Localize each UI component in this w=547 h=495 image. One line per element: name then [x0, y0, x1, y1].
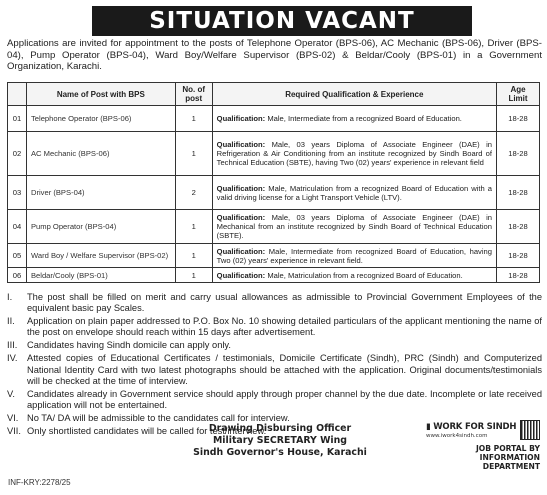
- item-number: I.: [7, 292, 13, 302]
- row-qualification: [212, 132, 496, 176]
- qualification-text: Male, Matriculation from a recognized Board of Education with a valid driving license for a Light Transport Vehicle (LTV).: [216, 183, 492, 202]
- list-item: [7, 316, 542, 338]
- row-sno: 02: [8, 132, 27, 176]
- qualification-text: Male, Matriculation from a recognized Board of Education.: [267, 270, 463, 280]
- item-text: Only shortlisted candidates will be called for test/interview.: [27, 426, 267, 437]
- item-text: Candidates already in Government service should apply through proper channel by the due date. Incomplete or late received application will not be entertained.: [27, 388, 542, 411]
- header-sno: [8, 83, 27, 106]
- row-sno: 01: [8, 106, 27, 132]
- row-num: 1: [175, 244, 212, 268]
- row-sno: 05: [8, 244, 27, 268]
- issuer-block: [165, 423, 395, 459]
- portal-line-2: INFORMATION DEPARTMENT: [479, 453, 540, 471]
- row-qualification: [212, 268, 496, 283]
- item-number: IV.: [7, 353, 18, 364]
- table-row: [8, 132, 540, 176]
- item-text: The post shall be filled on merit and carry usual allowances as admissible to Provincial Government Employees of the equivalent basic pay Scales.: [27, 292, 542, 314]
- row-num: 1: [175, 106, 212, 132]
- row-qualification: [212, 244, 496, 268]
- list-item: [7, 353, 542, 387]
- portal-logo-row: [426, 420, 540, 440]
- item-text: Candidates having Sindh domicile can apply only.: [27, 340, 231, 351]
- portal-site: www.iwork4sindh.com: [426, 432, 488, 439]
- row-qualification: [212, 210, 496, 244]
- conditions-list: [7, 292, 542, 439]
- header-num: No. of post: [175, 83, 212, 106]
- qualification-text: Male, Intermediate from recognized Board of Education, having Two (02) years' experience in relevant field.: [216, 246, 492, 265]
- item-number: VI.: [7, 413, 19, 424]
- qualification-label: Qualification:: [216, 270, 266, 280]
- qualification-label: Qualification:: [216, 183, 266, 193]
- qualification-label: Qualification:: [216, 140, 266, 149]
- row-post: Telephone Operator (BPS-06): [26, 106, 175, 132]
- qualification-text: Male, 03 years Diploma of Associate Engineer (DAE) in Mechanical from an institute recognized by Sindh Board of Technical Education (SBTE).: [216, 213, 492, 240]
- row-num: 1: [175, 268, 212, 283]
- job-portal-block: [426, 420, 540, 471]
- item-number: V.: [7, 388, 15, 399]
- portal-logo: [426, 422, 516, 432]
- row-num: 1: [175, 132, 212, 176]
- row-post: Beldar/Cooly (BPS-01): [26, 268, 175, 283]
- list-item: [7, 340, 542, 351]
- list-item: [7, 389, 542, 411]
- row-age: 18-28: [497, 268, 540, 283]
- qualification-label: Qualification:: [216, 114, 266, 123]
- row-num: 2: [175, 176, 212, 210]
- intro-paragraph: Applications are invited for appointment to the posts of Telephone Operator (BPS-06), AC Mechanic (BPS-06), Driver (BPS-04), Pump Operator (BPS-04), Ward Boy/Welfare Supervisor (BPS-02) & Beldar/Cooly (BPS-01) in a Government Organization, Karachi.: [7, 38, 542, 72]
- item-number: III.: [7, 340, 18, 351]
- table-row: [8, 176, 540, 210]
- row-age: 18-28: [497, 244, 540, 268]
- reference-number: INF-KRY:2278/25: [8, 478, 71, 487]
- issuer-address: Sindh Governor's House, Karachi: [193, 447, 367, 458]
- portal-line-1: JOB PORTAL BY: [475, 444, 540, 453]
- item-text: Application on plain paper addressed to P.O. Box No. 10 showing detailed particulars of the applicant mentioning the name of the post on envelope should reach within 15 days after advertisement.: [27, 316, 542, 338]
- header-age: Age Limit: [497, 83, 540, 106]
- table-row: [8, 210, 540, 244]
- item-text: Attested copies of Educational Certificates / testimonials, Domicile Certificate (Sindh), PRC (Sindh) and Computerized National Identity Card with two latest photographs should be attached with the application. Original documents/testimonials will be checked at the time of interview.: [27, 353, 542, 386]
- row-num: 1: [175, 210, 212, 244]
- table-row: [8, 106, 540, 132]
- qualification-text: Male, 03 years Diploma of Associate Engineer (DAE) in Refrigeration & Air Conditioning from an institute recognized by Sindh Board of Technical Education (SBTE), having Two (02) years' experience in relevant field: [216, 140, 492, 167]
- row-age: 18-28: [497, 132, 540, 176]
- row-post: Driver (BPS-04): [26, 176, 175, 210]
- logo-mark-icon: ▮: [426, 421, 434, 432]
- item-number: VII.: [7, 426, 21, 437]
- page-title: SITUATION VACANT: [92, 6, 472, 36]
- row-qualification: [212, 176, 496, 210]
- issuer-officer: Drawing Disbursing Officer: [208, 423, 352, 434]
- item-number: II.: [7, 316, 15, 327]
- portal-logo-text: WORK FOR SINDH: [433, 421, 517, 432]
- qualification-label: Qualification:: [216, 246, 266, 256]
- row-age: 18-28: [497, 176, 540, 210]
- header-qualification: Required Qualification & Experience: [212, 83, 496, 106]
- table-header-row: [8, 83, 540, 106]
- list-item: [7, 292, 542, 314]
- row-sno: 03: [8, 176, 27, 210]
- row-post: AC Mechanic (BPS-06): [26, 132, 175, 176]
- header-post: Name of Post with BPS: [26, 83, 175, 106]
- table-row: [8, 244, 540, 268]
- table-row: [8, 268, 540, 283]
- row-post: Pump Operator (BPS-04): [26, 210, 175, 244]
- issuer-wing: Military SECRETARY Wing: [212, 435, 348, 446]
- item-text: No TA/ DA will be admissible to the candidates call for interview.: [27, 413, 290, 424]
- row-sno: 06: [8, 268, 27, 283]
- row-age: 18-28: [497, 210, 540, 244]
- qr-code-icon: [520, 420, 540, 440]
- row-post: Ward Boy / Welfare Supervisor (BPS-02): [26, 244, 175, 268]
- row-age: 18-28: [497, 106, 540, 132]
- row-sno: 04: [8, 210, 27, 244]
- qualification-text: Male, Intermediate from a recognized Board of Education.: [267, 114, 462, 123]
- posts-table: [7, 82, 540, 283]
- row-qualification: [212, 106, 496, 132]
- qualification-label: Qualification:: [216, 213, 266, 222]
